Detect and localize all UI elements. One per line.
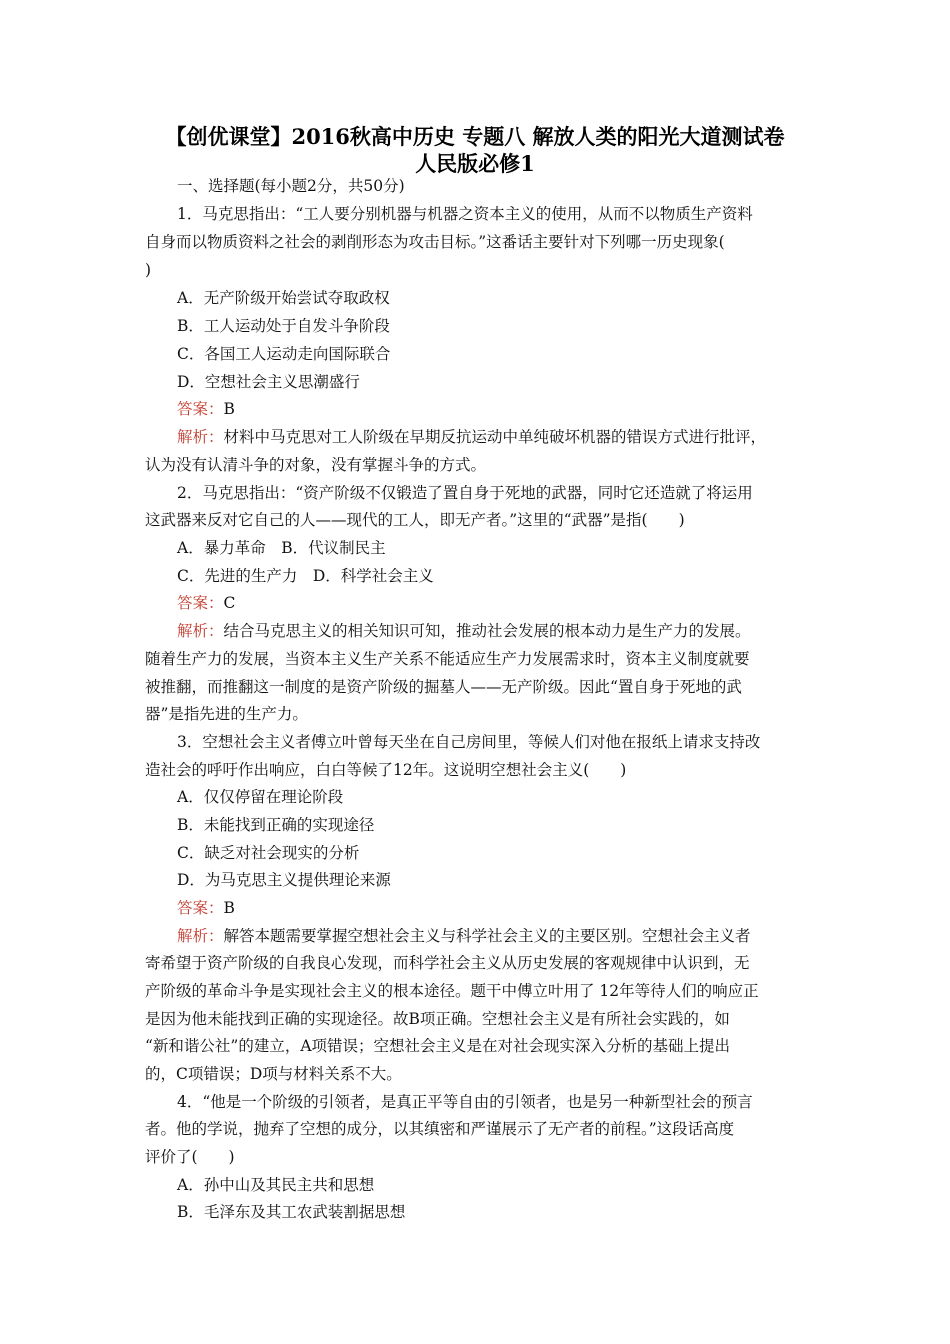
q1-stem-line3: ) [145, 261, 152, 279]
q2-answer [177, 593, 847, 613]
document-title-line2: 人民版必修1 [415, 151, 535, 176]
q2-stem-line1: 2．马克思指出：“资产阶级不仅锻造了置自身于死地的武器，同时它还造就了将运用 [177, 484, 753, 502]
q2-options-ab: A．暴力革命 B．代议制民主 [177, 539, 386, 557]
document-title-line1: 【创优课堂】2016秋高中历史 专题八 解放人类的阳光大道测试卷 [165, 124, 785, 149]
q3-analysis-text1: 解答本题需要掌握空想社会主义与科学社会主义的主要区别。空想社会主义者 [223, 927, 751, 945]
q1-analysis-line2: 认为没有认清斗争的对象，没有掌握斗争的方式。 [145, 456, 487, 474]
q1-option-a: A．无产阶级开始尝试夺取政权 [177, 289, 390, 307]
q3-option-b: B．未能找到正确的实现途径 [177, 816, 375, 834]
q3-stem-line1: 3．空想社会主义者傅立叶曾每天坐在自己房间里，等候人们对他在报纸上请求支持改 [177, 733, 761, 751]
q1-option-c: C．各国工人运动走向国际联合 [177, 345, 391, 363]
q3-analysis-line3: 产阶级的革命斗争是实现社会主义的根本途径。题干中傅立叶用了 12年等待人们的响应正 [145, 982, 759, 1000]
q3-answer-value: B [223, 899, 235, 917]
q3-analysis-line2: 寄希望于资产阶级的自我良心发现，而科学社会主义从历史发展的客观规律中认识到，无 [145, 954, 750, 972]
q2-stem-line2: 这武器来反对它自己的人——现代的工人，即无产者。”这里的“武器”是指( ) [145, 511, 685, 529]
q1-stem-line1: 1．马克思指出：“工人要分别机器与机器之资本主义的使用，从而不以物质生产资料 [177, 205, 753, 223]
q1-option-b: B．工人运动处于自发斗争阶段 [177, 317, 390, 335]
q2-analysis-line3: 被推翻，而推翻这一制度的是资产阶级的掘墓人——无产阶级。因此“置自身于死地的武 [145, 678, 742, 696]
q2-analysis-line4: 器”是指先进的生产力。 [145, 705, 308, 723]
q1-analysis-line1 [177, 427, 847, 447]
q1-answer-value: B [223, 400, 235, 418]
q3-option-c: C．缺乏对社会现实的分析 [177, 844, 360, 862]
q4-stem-line1: 4．“他是一个阶级的引领者，是真正平等自由的引领者，也是另一种新型社会的预言 [177, 1093, 753, 1111]
q1-answer [177, 399, 847, 419]
q3-option-d: D．为马克思主义提供理论来源 [177, 871, 391, 889]
q2-analysis-line2: 随着生产力的发展，当资本主义生产关系不能适应生产力发展需求时，资本主义制度就要 [145, 650, 750, 668]
q3-stem-line2: 造社会的呼吁作出响应，白白等候了12年。这说明空想社会主义( ) [145, 761, 627, 779]
q3-analysis-line5: “新和谐公社”的建立，A项错误；空想社会主义是在对社会现实深入分析的基础上提出 [145, 1037, 731, 1055]
q2-options-cd: C．先进的生产力 D．科学社会主义 [177, 567, 434, 585]
q2-analysis-text1: 结合马克思主义的相关知识可知，推动社会发展的根本动力是生产力的发展。 [223, 622, 751, 640]
q3-option-a: A．仅仅停留在理论阶段 [177, 788, 344, 806]
q2-analysis-line1 [177, 621, 847, 641]
q4-stem-line3: 评价了( ) [145, 1148, 235, 1166]
answer-label: 答案： [177, 899, 224, 917]
q4-stem-line2: 者。他的学说，抛弃了空想的成分，以其缜密和严谨展示了无产者的前程。”这段话高度 [145, 1120, 735, 1138]
q4-option-b: B．毛泽东及其工农武装割据思想 [177, 1203, 406, 1221]
answer-label: 答案： [177, 594, 224, 612]
analysis-label: 解析： [177, 927, 224, 945]
analysis-label: 解析： [177, 428, 224, 446]
answer-label: 答案： [177, 400, 224, 418]
q1-option-d: D．空想社会主义思潮盛行 [177, 373, 360, 391]
q3-analysis-line4: 是因为他未能找到正确的实现途径。故B项正确。空想社会主义是有所社会实践的，如 [145, 1010, 730, 1028]
section-header: 一、选择题(每小题2分，共50分) [177, 177, 405, 195]
q3-answer [177, 898, 847, 918]
q1-stem-line2: 自身而以物质资料之社会的剥削形态为攻击目标。”这番话主要针对下列哪一历史现象( [145, 233, 725, 251]
q2-answer-value: C [223, 594, 236, 612]
analysis-label: 解析： [177, 622, 224, 640]
q3-analysis-line1 [177, 926, 847, 946]
q3-analysis-line6: 的，C项错误；D项与材料关系不大。 [145, 1065, 402, 1083]
q4-option-a: A．孙中山及其民主共和思想 [177, 1176, 375, 1194]
q1-analysis-text1: 材料中马克思对工人阶级在早期反抗运动中单纯破坏机器的错误方式进行批评， [223, 428, 767, 446]
